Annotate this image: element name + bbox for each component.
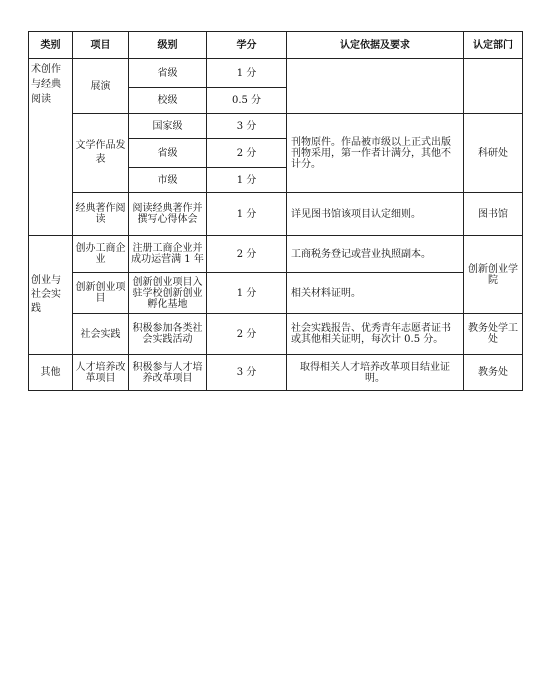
credit-cell: 2 分 — [207, 314, 287, 355]
credit-cell: 2 分 — [207, 236, 287, 273]
requirement-cell: 相关材料证明。 — [287, 273, 464, 314]
requirement-cell: 刊物原件。作品被市级以上正式出版刊物采用，第一作者计满分，其他不计分。 — [287, 114, 464, 193]
credit-table — [28, 31, 523, 391]
table-row — [29, 193, 523, 236]
table-row — [29, 236, 523, 273]
table-header-row — [29, 32, 523, 59]
credit-cell: 3 分 — [207, 355, 287, 391]
credit-cell: 1 分 — [207, 168, 287, 193]
header-credit: 学分 — [207, 32, 287, 59]
level-cell: 省级 — [129, 59, 207, 88]
category-cell: 术创作与经典阅读 — [29, 59, 73, 236]
item-cell: 文学作品发表 — [73, 114, 129, 193]
department-cell — [464, 59, 523, 114]
level-cell: 阅读经典著作并撰写心得体会 — [129, 193, 207, 236]
table-row — [29, 314, 523, 355]
table-row — [29, 273, 523, 314]
header-requirements: 认定依据及要求 — [287, 32, 464, 59]
department-cell: 教务处 — [464, 355, 523, 391]
department-cell: 科研处 — [464, 114, 523, 193]
header-level: 级别 — [129, 32, 207, 59]
header-item: 项目 — [73, 32, 129, 59]
level-cell: 省级 — [129, 139, 207, 168]
table-row — [29, 59, 523, 88]
requirement-cell: 社会实践报告、优秀青年志愿者证书或其他相关证明，每次计 0.5 分。 — [287, 314, 464, 355]
level-cell: 注册工商企业并成功运营满 1 年 — [129, 236, 207, 273]
level-cell: 市级 — [129, 168, 207, 193]
level-cell: 创新创业项目入驻学校创新创业孵化基地 — [129, 273, 207, 314]
credit-cell: 1 分 — [207, 273, 287, 314]
item-cell: 创办工商企业 — [73, 236, 129, 273]
table-row — [29, 355, 523, 391]
department-cell: 图书馆 — [464, 193, 523, 236]
level-cell: 积极参加各类社会实践活动 — [129, 314, 207, 355]
header-category: 类别 — [29, 32, 73, 59]
level-cell: 国家级 — [129, 114, 207, 139]
item-cell: 创新创业项目 — [73, 273, 129, 314]
credit-cell: 3 分 — [207, 114, 287, 139]
credit-cell: 1 分 — [207, 59, 287, 88]
credit-cell: 2 分 — [207, 139, 287, 168]
department-cell: 创新创业学院 — [464, 236, 523, 314]
credit-cell: 0.5 分 — [207, 88, 287, 114]
item-cell: 人才培养改革项目 — [73, 355, 129, 391]
requirement-cell — [287, 59, 464, 114]
category-cell: 其他 — [29, 355, 73, 391]
level-cell: 积极参与人才培养改革项目 — [129, 355, 207, 391]
item-cell: 社会实践 — [73, 314, 129, 355]
department-cell: 教务处学工处 — [464, 314, 523, 355]
requirement-cell: 取得相关人才培养改革项目结业证明。 — [287, 355, 464, 391]
requirement-cell: 详见图书馆该项目认定细则。 — [287, 193, 464, 236]
table-row — [29, 114, 523, 139]
category-cell: 创业与社会实践 — [29, 236, 73, 355]
requirement-cell: 工商税务登记或营业执照副本。 — [287, 236, 464, 273]
item-cell: 展演 — [73, 59, 129, 114]
item-cell: 经典著作阅读 — [73, 193, 129, 236]
level-cell: 校级 — [129, 88, 207, 114]
header-department: 认定部门 — [464, 32, 523, 59]
credit-cell: 1 分 — [207, 193, 287, 236]
